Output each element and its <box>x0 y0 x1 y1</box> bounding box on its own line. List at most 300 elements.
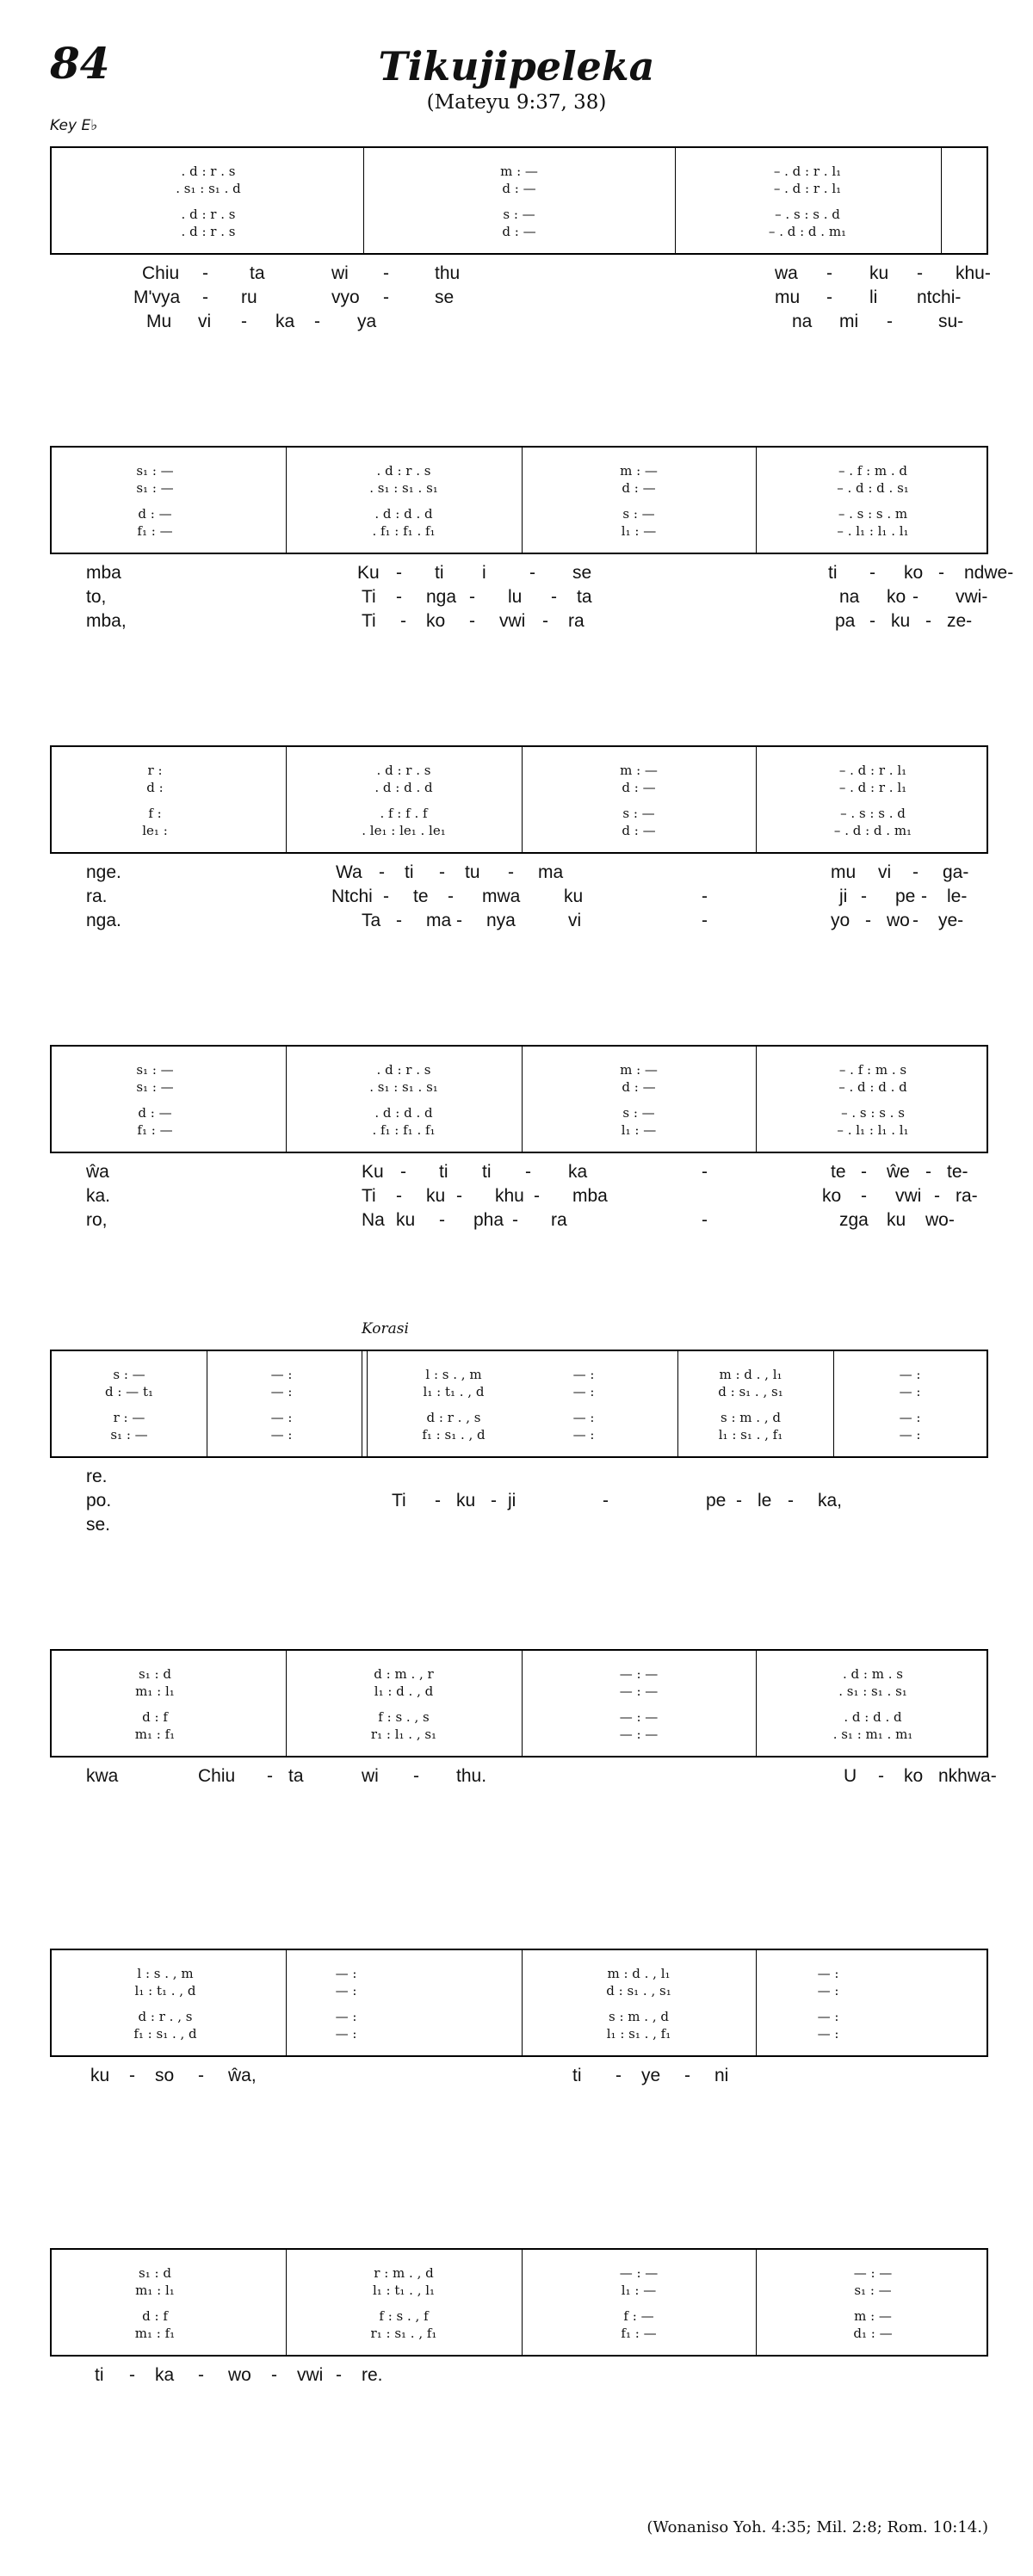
solfa-cell: — : <box>270 1410 293 1425</box>
lyric-syllable: - <box>921 886 927 906</box>
lyric-syllable: - <box>869 611 875 631</box>
lyric-syllable: to, <box>86 587 107 607</box>
solfa-cell: – . d : r . l₁ <box>838 763 907 778</box>
solfa-cell: — : <box>817 1983 839 1998</box>
solfa-cell: s : m . , d <box>609 2009 669 2024</box>
lyric-syllable: nga <box>426 587 457 607</box>
solfa-cell: . s₁ : s₁ . s₁ <box>369 480 438 496</box>
solfa-cell: f₁ : s₁ . , d <box>133 2026 197 2042</box>
lyric-syllable: vwi <box>895 1186 922 1206</box>
bar-line <box>522 1047 523 1152</box>
lyric-syllable: ti <box>572 2066 582 2085</box>
lyric-syllable: pe <box>895 886 916 906</box>
lyric-syllable: ta <box>250 263 265 283</box>
lyric-syllable: - <box>439 862 445 882</box>
solfa-cell: f : s . , s <box>378 1709 430 1725</box>
lyric-syllable: - <box>383 886 389 906</box>
solfa-cell: d : r . , s <box>426 1410 481 1425</box>
lyric-syllable: ko <box>887 587 906 607</box>
lyric-syllable: - <box>529 563 535 583</box>
bar-line <box>522 1950 523 2055</box>
lyric-syllable: - <box>925 611 931 631</box>
solfa-cell: d : — <box>138 506 172 522</box>
lyric-syllable: khu- <box>956 263 991 283</box>
bar-line <box>367 1351 368 1456</box>
lyric-syllable: ra <box>551 1210 567 1230</box>
lyric-syllable: - <box>603 1491 609 1510</box>
lyric-syllable: ji <box>839 886 848 906</box>
lyric-syllable: vwi <box>499 611 526 631</box>
solfa-cell: d : — <box>502 181 536 196</box>
solfa-cell: . d : d . d <box>374 780 433 795</box>
page-number: 84 <box>50 38 110 89</box>
bar-line <box>286 448 287 553</box>
lyric-syllable: vwi <box>297 2365 324 2385</box>
lyric-syllable: vyo <box>331 287 360 307</box>
lyric-syllable: Chiu <box>198 1766 236 1786</box>
lyric-syllable: pha <box>473 1210 504 1230</box>
lyric-syllable: Ku <box>362 1162 384 1182</box>
lyric-syllable: - <box>396 1186 402 1206</box>
lyric-syllable: ko <box>822 1186 842 1206</box>
lyric-syllable: mba, <box>86 611 127 631</box>
lyric-syllable: - <box>383 287 389 307</box>
solfa-cell: s₁ : — <box>136 1079 174 1095</box>
solfa-cell: l₁ : s₁ . , f₁ <box>606 2026 671 2042</box>
lyric-syllable: wi <box>331 263 349 283</box>
lyric-syllable: mba <box>86 563 121 583</box>
solfa-cell: d : <box>146 780 164 795</box>
solfa-cell: — : <box>335 1966 357 1981</box>
lyric-syllable: ko <box>904 1766 924 1786</box>
solfa-cell: . s₁ : s₁ . d <box>176 181 241 196</box>
lyric-syllable: - <box>198 2066 204 2085</box>
lyric-syllable: wo- <box>925 1210 955 1230</box>
lyric-syllable: ta <box>577 587 592 607</box>
lyric-syllable: - <box>491 1491 497 1510</box>
lyric-syllable: ro, <box>86 1210 108 1230</box>
music-system <box>50 446 988 554</box>
lyric-syllable: - <box>202 287 208 307</box>
lyric-syllable: su- <box>938 312 964 331</box>
lyric-syllable: ji <box>508 1491 516 1510</box>
solfa-cell: s₁ : — <box>110 1427 148 1442</box>
bar-line <box>756 1651 757 1756</box>
music-system <box>50 1045 988 1153</box>
lyric-syllable: - <box>878 1766 884 1786</box>
bar-line <box>522 747 523 852</box>
hymn-title: Tikujipeleka <box>378 43 655 90</box>
lyric-syllable: ku <box>426 1186 446 1206</box>
solfa-cell: — : <box>817 2009 839 2024</box>
solfa-cell: l₁ : d . , d <box>374 1683 434 1699</box>
lyric-syllable: yo <box>831 911 851 930</box>
bar-line <box>286 1047 287 1152</box>
lyric-syllable: - <box>551 587 557 607</box>
lyric-syllable: mwa <box>482 886 521 906</box>
solfa-cell: m₁ : f₁ <box>134 1727 176 1742</box>
bar-line <box>833 1351 834 1456</box>
solfa-cell: s : m . , d <box>721 1410 781 1425</box>
lyric-syllable: - <box>469 587 475 607</box>
bar-line <box>286 1950 287 2055</box>
lyric-syllable: ze- <box>947 611 973 631</box>
lyric-syllable: Ku <box>357 563 380 583</box>
lyric-syllable: - <box>383 263 389 283</box>
solfa-cell: — : <box>817 2026 839 2042</box>
music-system <box>50 2248 988 2357</box>
lyric-syllable: re. <box>86 1467 108 1486</box>
lyric-syllable: vi <box>878 862 892 882</box>
lyric-syllable: - <box>542 611 548 631</box>
lyric-syllable: - <box>336 2365 342 2385</box>
bar-line <box>675 148 676 253</box>
solfa-cell: s₁ : — <box>136 463 174 479</box>
solfa-cell: – . d : r . l₁ <box>773 181 842 196</box>
lyric-syllable: po. <box>86 1491 112 1510</box>
solfa-cell: r : — <box>113 1410 145 1425</box>
lyric-syllable: ku <box>456 1491 476 1510</box>
lyric-syllable: Wa <box>336 862 362 882</box>
solfa-cell: m : d . , l₁ <box>607 1966 671 1981</box>
solfa-cell: — : <box>572 1384 595 1399</box>
lyric-syllable: - <box>314 312 320 331</box>
lyric-syllable: le <box>758 1491 772 1510</box>
lyric-syllable: Ntchi <box>331 886 373 906</box>
lyric-syllable: ka, <box>818 1491 843 1510</box>
lyric-syllable: mu <box>775 287 801 307</box>
lyric-syllable: Ti <box>362 1186 376 1206</box>
solfa-cell: m : — <box>500 164 538 179</box>
lyric-syllable: - <box>861 1162 867 1182</box>
lyric-syllable: ya <box>357 312 377 331</box>
solfa-cell: — : <box>899 1410 921 1425</box>
bar-line <box>756 448 757 553</box>
lyric-syllable: - <box>702 1210 708 1230</box>
lyric-syllable: M'vya <box>133 287 181 307</box>
solfa-cell: – . d : r . l₁ <box>773 164 842 179</box>
lyric-syllable: ku <box>396 1210 416 1230</box>
music-system <box>50 146 988 255</box>
lyric-syllable: ta <box>288 1766 304 1786</box>
solfa-cell: . d : r . s <box>376 463 431 479</box>
lyric-syllable: wo <box>887 911 910 930</box>
solfa-cell: . d : r . s <box>376 1062 431 1078</box>
solfa-cell: . d : d . d <box>374 506 433 522</box>
scripture-reference: (Mateyu 9:37, 38) <box>426 91 607 114</box>
solfa-cell: m : d . , l₁ <box>719 1367 782 1382</box>
lyric-syllable: nkhwa- <box>938 1766 997 1786</box>
solfa-cell: f : — <box>623 2308 654 2324</box>
solfa-cell: . f₁ : f₁ . f₁ <box>372 523 436 539</box>
music-system <box>50 1649 988 1757</box>
music-system <box>50 1949 988 2057</box>
solfa-cell: s : — <box>622 506 655 522</box>
solfa-cell: m₁ : f₁ <box>134 2326 176 2341</box>
lyric-syllable: wo <box>228 2365 251 2385</box>
solfa-cell: l : s . , m <box>425 1367 482 1382</box>
lyric-syllable: - <box>396 587 402 607</box>
solfa-cell: d₁ : — <box>853 2326 893 2341</box>
solfa-cell: l : s . , m <box>137 1966 194 1981</box>
lyric-syllable: le- <box>947 886 968 906</box>
lyric-syllable: - <box>865 911 871 930</box>
solfa-cell: — : <box>572 1367 595 1382</box>
solfa-cell: — : — <box>619 1666 659 1682</box>
solfa-cell: . d : m . s <box>843 1666 903 1682</box>
solfa-cell: – . s : s . m <box>838 506 908 522</box>
lyric-syllable: Chiu <box>142 263 180 283</box>
solfa-cell: f₁ : — <box>621 2326 657 2341</box>
bar-line <box>677 1351 678 1456</box>
lyric-syllable: - <box>525 1162 531 1182</box>
lyric-syllable: ntchi- <box>917 287 962 307</box>
solfa-cell: m : — <box>620 1062 658 1078</box>
lyric-syllable: na <box>839 587 860 607</box>
lyric-syllable: pe <box>706 1491 727 1510</box>
lyric-syllable: wi <box>362 1766 379 1786</box>
solfa-cell: d : — <box>622 480 656 496</box>
lyric-syllable: ŵe <box>887 1162 910 1182</box>
lyric-syllable: - <box>826 263 832 283</box>
lyric-syllable: Mu <box>146 312 172 331</box>
solfa-cell: — : <box>270 1384 293 1399</box>
lyric-syllable: ndwe- <box>964 563 1014 583</box>
lyric-syllable: - <box>202 263 208 283</box>
lyric-syllable: ti <box>482 1162 492 1182</box>
solfa-cell: — : <box>335 1983 357 1998</box>
solfa-cell: d : r . , s <box>138 2009 193 2024</box>
solfa-cell: – . f : m . d <box>838 463 908 479</box>
solfa-cell: f₁ : — <box>137 523 173 539</box>
lyric-syllable: nge. <box>86 862 121 882</box>
bar-line <box>286 1651 287 1756</box>
solfa-cell: d : — <box>622 1079 656 1095</box>
solfa-cell: r₁ : l₁ . , s₁ <box>370 1727 437 1742</box>
solfa-cell: — : — <box>619 1709 659 1725</box>
solfa-cell: – . d : d . m₁ <box>768 224 847 239</box>
solfa-cell: . s₁ : s₁ . s₁ <box>369 1079 438 1095</box>
lyric-syllable: - <box>267 1766 273 1786</box>
lyric-syllable: ko <box>426 611 446 631</box>
lyric-syllable: pa <box>835 611 856 631</box>
lyric-syllable: - <box>615 2066 622 2085</box>
bar-line <box>522 448 523 553</box>
lyric-syllable: - <box>456 1186 462 1206</box>
lyric-syllable: te- <box>947 1162 968 1182</box>
lyric-syllable: tu <box>465 862 480 882</box>
lyric-syllable: nya <box>486 911 516 930</box>
lyric-syllable: ku <box>887 1210 906 1230</box>
lyric-syllable: - <box>934 1186 940 1206</box>
solfa-cell: d : m . , r <box>374 1666 434 1682</box>
solfa-cell: s₁ : — <box>136 480 174 496</box>
solfa-cell: — : <box>335 2026 357 2042</box>
solfa-cell: s₁ : d <box>139 1666 171 1682</box>
solfa-cell: s₁ : — <box>854 2283 892 2298</box>
lyric-syllable: ru <box>241 287 257 307</box>
solfa-cell: . f : f . f <box>380 806 428 821</box>
lyric-syllable: - <box>512 1210 518 1230</box>
lyric-syllable: thu <box>435 263 461 283</box>
lyric-syllable: - <box>271 2365 277 2385</box>
bar-line <box>522 2250 523 2355</box>
solfa-cell: — : — <box>619 1727 659 1742</box>
lyric-syllable: ti <box>439 1162 448 1182</box>
lyric-syllable: U <box>844 1766 857 1786</box>
solfa-cell: – . d : d . d <box>838 1079 907 1095</box>
lyric-syllable: ti <box>405 862 414 882</box>
lyric-syllable: so <box>155 2066 175 2085</box>
solfa-cell: m₁ : l₁ <box>135 2283 175 2298</box>
bar-line <box>756 747 757 852</box>
solfa-cell: r : m . , d <box>374 2265 434 2281</box>
solfa-cell: m : — <box>854 2308 892 2324</box>
lyric-syllable: ko <box>904 563 924 583</box>
bar-line <box>756 1950 757 2055</box>
solfa-cell: s : — <box>113 1367 145 1382</box>
lyric-syllable: ye <box>641 2066 661 2085</box>
lyric-syllable: vi <box>198 312 212 331</box>
solfa-cell: — : <box>899 1427 921 1442</box>
lyric-syllable: - <box>938 563 944 583</box>
lyric-syllable: - <box>400 1162 406 1182</box>
solfa-cell: . d : d . d <box>374 1105 433 1121</box>
lyric-syllable: nga. <box>86 911 121 930</box>
lyric-syllable: - <box>469 611 475 631</box>
lyric-syllable: ra. <box>86 886 108 906</box>
solfa-cell: d : s₁ . , s₁ <box>606 1983 671 1998</box>
lyric-syllable: - <box>925 1162 931 1182</box>
solfa-cell: d : — <box>502 224 536 239</box>
bar-line <box>363 148 364 253</box>
solfa-cell: — : <box>270 1367 293 1382</box>
solfa-cell: d : f <box>142 1709 168 1725</box>
solfa-cell: s₁ : — <box>136 1062 174 1078</box>
solfa-cell: — : <box>899 1384 921 1399</box>
lyric-syllable: - <box>448 886 454 906</box>
solfa-cell: r : <box>147 763 163 778</box>
lyric-syllable: se <box>572 563 592 583</box>
music-system <box>50 1350 988 1458</box>
solfa-cell: f : <box>148 806 162 821</box>
solfa-cell: d : — <box>622 823 656 838</box>
lyric-syllable: khu <box>495 1186 524 1206</box>
lyric-syllable: - <box>887 312 893 331</box>
lyric-syllable: li <box>869 287 878 307</box>
lyric-syllable: - <box>129 2066 135 2085</box>
bar-line <box>756 2250 757 2355</box>
lyric-syllable: - <box>439 1210 445 1230</box>
key-signature: Key E♭ <box>50 117 98 134</box>
lyric-syllable: mu <box>831 862 857 882</box>
solfa-cell: . d : r . s <box>181 164 236 179</box>
lyric-syllable: - <box>788 1491 794 1510</box>
lyric-syllable: Ti <box>362 611 376 631</box>
lyric-syllable: ma <box>426 911 452 930</box>
lyric-syllable: - <box>912 862 919 882</box>
lyric-syllable: se <box>435 287 455 307</box>
bar-line <box>286 747 287 852</box>
solfa-cell: s : — <box>622 1105 655 1121</box>
chorus-label: Korasi <box>362 1320 409 1337</box>
lyric-syllable: ku <box>869 263 889 283</box>
lyric-syllable: ku <box>891 611 911 631</box>
lyric-syllable: zga <box>839 1210 869 1230</box>
lyric-syllable: - <box>684 2066 690 2085</box>
solfa-cell: m : — <box>620 463 658 479</box>
lyric-syllable: ku <box>90 2066 110 2085</box>
solfa-cell: . le₁ : le₁ . le₁ <box>362 823 446 838</box>
lyric-syllable: - <box>917 263 923 283</box>
lyric-syllable: - <box>435 1491 441 1510</box>
solfa-cell: . s₁ : s₁ . s₁ <box>838 1683 907 1699</box>
solfa-cell: – . f : m . s <box>838 1062 907 1078</box>
solfa-cell: — : <box>572 1410 595 1425</box>
bar-line <box>522 1651 523 1756</box>
lyric-syllable: ga- <box>943 862 969 882</box>
solfa-cell: — : — <box>853 2265 893 2281</box>
solfa-cell: le₁ : <box>142 823 168 838</box>
solfa-cell: . d : d . d <box>844 1709 902 1725</box>
lyric-syllable: vi <box>568 911 582 930</box>
lyric-syllable: - <box>241 312 247 331</box>
lyric-syllable: ye- <box>938 911 964 930</box>
solfa-cell: — : <box>817 1966 839 1981</box>
lyric-syllable: - <box>869 563 875 583</box>
lyric-syllable: mba <box>572 1186 608 1206</box>
solfa-cell: – . d : r . l₁ <box>838 780 907 795</box>
lyric-syllable: te <box>831 1162 846 1182</box>
lyric-syllable: - <box>508 862 514 882</box>
solfa-cell: f₁ : s₁ . , d <box>422 1427 486 1442</box>
solfa-cell: – . s : s . s <box>841 1105 905 1121</box>
solfa-cell: . s₁ : m₁ . m₁ <box>832 1727 913 1742</box>
lyric-syllable: - <box>396 911 402 930</box>
lyric-syllable: - <box>702 1162 708 1182</box>
lyric-syllable: ti <box>95 2365 104 2385</box>
lyric-syllable: - <box>379 862 385 882</box>
lyric-syllable: ma <box>538 862 564 882</box>
lyric-syllable: - <box>861 1186 867 1206</box>
solfa-cell: l₁ : t₁ . , d <box>134 1983 196 1998</box>
solfa-cell: l₁ : t₁ . , l₁ <box>372 2283 436 2298</box>
solfa-cell: — : — <box>619 1683 659 1699</box>
lyric-syllable: - <box>400 611 406 631</box>
lyric-syllable: ku <box>564 886 584 906</box>
solfa-cell: — : <box>572 1427 595 1442</box>
solfa-cell: s : — <box>503 207 535 222</box>
solfa-cell: d : f <box>142 2308 168 2324</box>
solfa-cell: – . d : d . m₁ <box>833 823 912 838</box>
lyric-syllable: ŵa <box>86 1162 109 1182</box>
solfa-cell: s₁ : d <box>139 2265 171 2281</box>
solfa-cell: f₁ : — <box>137 1122 173 1138</box>
solfa-cell: – . l₁ : l₁ . l₁ <box>837 1122 909 1138</box>
lyric-syllable: Ti <box>392 1491 406 1510</box>
solfa-cell: — : <box>899 1367 921 1382</box>
lyric-syllable: Ti <box>362 587 376 607</box>
lyric-syllable: - <box>861 886 867 906</box>
cross-references: (Wonaniso Yoh. 4:35; Mil. 2:8; Rom. 10:14.) <box>646 2518 988 2536</box>
solfa-cell: s : — <box>622 806 655 821</box>
lyric-syllable: lu <box>508 587 523 607</box>
lyric-syllable: - <box>396 563 402 583</box>
lyric-syllable: vwi- <box>956 587 988 607</box>
lyric-syllable: thu. <box>456 1766 487 1786</box>
solfa-cell: — : <box>335 2009 357 2024</box>
lyric-syllable: mi <box>839 312 859 331</box>
